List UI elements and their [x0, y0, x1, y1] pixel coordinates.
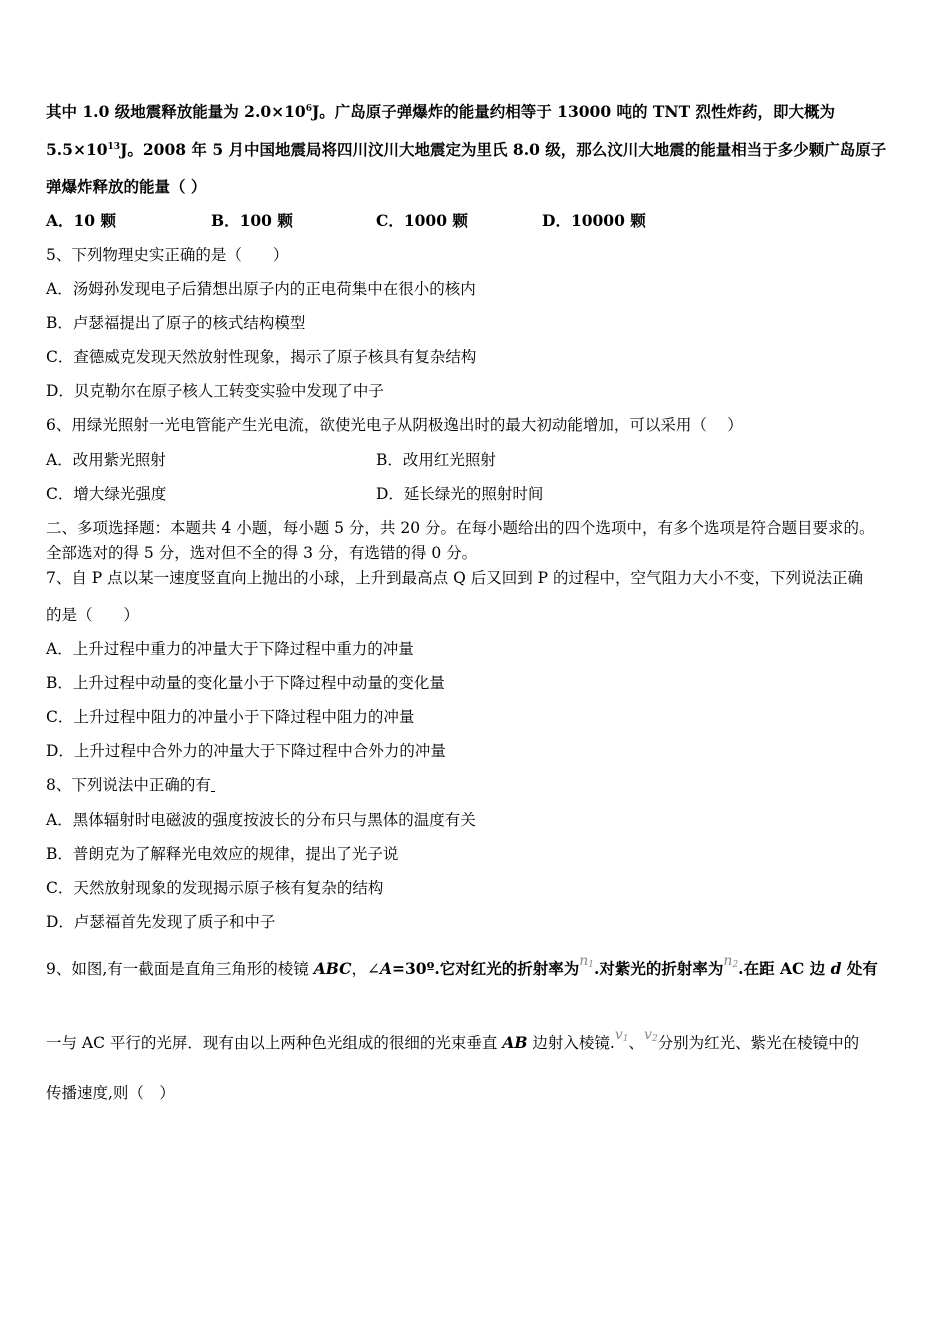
- q9-text: 一与 AC 平行的光屏．现有由以上两种色光组成的很细的光束垂直: [46, 1034, 503, 1052]
- v2-subscript: 2: [651, 1034, 658, 1044]
- q9-ab: AB: [502, 1033, 528, 1052]
- q8-stem-text: 8、下列说法中正确的有: [46, 776, 211, 794]
- q9-line-1: [46, 953, 908, 985]
- q4-line-2-post: J。2008 年 5 月中国地震局将四川汶川大地震定为里氏 8.0 级，那么汶川大地震的能量相当于多少颗广岛原子: [120, 140, 887, 159]
- q9-text: =30º.它对红光的折射率为: [392, 959, 580, 978]
- q8-option-d: D．卢瑟福首先发现了质子和中子: [46, 913, 276, 931]
- v2-letter: v: [644, 1027, 652, 1043]
- v2-symbol: [644, 1027, 658, 1043]
- q6-option-b: B．改用红光照射: [376, 451, 496, 469]
- q5-option-d: D．贝克勒尔在原子核人工转变实验中发现了中子: [46, 382, 384, 400]
- v1-subscript: 1: [622, 1034, 629, 1044]
- q7-stem-line-2: 的是（ ）: [46, 606, 140, 624]
- q4-line-2-pre: 5.5×10: [46, 140, 108, 159]
- q8-stem-underline: [211, 774, 215, 792]
- q9-text: .在距 AC 边: [738, 959, 831, 978]
- q8-option-a: A．黑体辐射时电磁波的强度按波长的分布只与黑体的温度有关: [46, 811, 476, 829]
- q9-line-2: [46, 1027, 908, 1059]
- q9-angle-a: A: [379, 959, 393, 978]
- q9-separator: 、: [628, 1034, 645, 1052]
- q6-option-c: C．增大绿光强度: [46, 485, 167, 503]
- q5-option-c: C．查德威克发现天然放射性现象，揭示了原子核具有复杂结构: [46, 348, 477, 366]
- n1-symbol: [579, 953, 594, 969]
- n2-letter: n: [723, 953, 733, 969]
- q8-option-b: B．普朗克为了解释光电效应的规律，提出了光子说: [46, 845, 399, 863]
- section2-line-2: 全部选对的得 5 分，选对但不全的得 3 分，有选错的得 0 分。: [46, 544, 478, 562]
- q4-option-b: B．100 颗: [211, 211, 293, 230]
- q9-text: ，∠: [351, 960, 380, 978]
- q4-line-3: 弹爆炸释放的能量（ ）: [46, 177, 207, 196]
- n1-letter: n: [579, 953, 589, 969]
- q4-line-1-post: J。广岛原子弹爆炸的能量约相等于 13000 吨的 TNT 烈性炸药，即大概为: [311, 102, 836, 121]
- q9-abc: ABC: [313, 959, 352, 978]
- q4-line-1-exponent: 6: [305, 104, 312, 114]
- q9-text: 9、如图,有一截面是直角三角形的棱镜: [46, 960, 314, 978]
- q4-line-1-pre: 其中 1.0 级地震释放能量为 2.0×10: [46, 102, 306, 121]
- q7-option-a: A．上升过程中重力的冲量大于下降过程中重力的冲量: [46, 640, 414, 658]
- q7-option-d: D．上升过程中合外力的冲量大于下降过程中合外力的冲量: [46, 742, 446, 760]
- q4-option-c: C．1000 颗: [376, 211, 468, 230]
- q8-option-c: C．天然放射现象的发现揭示原子核有复杂的结构: [46, 879, 384, 897]
- q4-option-d: D．10000 颗: [542, 211, 646, 230]
- n2-subscript: 2: [732, 960, 739, 970]
- q4-line-2: [46, 139, 908, 161]
- q6-stem: 6、用绿光照射一光电管能产生光电流，欲使光电子从阴极逸出时的最大初动能增加，可以采用（ ）: [46, 416, 743, 434]
- n2-symbol: [723, 953, 738, 969]
- q5-option-a: A．汤姆孙发现电子后猜想出原子内的正电荷集中在很小的核内: [46, 280, 476, 298]
- q5-stem: 5、下列物理史实正确的是（ ）: [46, 246, 289, 264]
- q9-text: .对紫光的折射率为: [594, 959, 724, 978]
- v1-symbol: [615, 1027, 629, 1043]
- n1-subscript: 1: [588, 960, 594, 970]
- q8-stem: [46, 774, 908, 796]
- q7-option-c: C．上升过程中阻力的冲量小于下降过程中阻力的冲量: [46, 708, 415, 726]
- q7-option-b: B．上升过程中动量的变化量小于下降过程中动量的变化量: [46, 674, 445, 692]
- q4-option-a: A．10 颗: [46, 211, 116, 230]
- section2-line-1: 二、多项选择题：本题共 4 小题，每小题 5 分，共 20 分。在每小题给出的四个选项中，有多个选项是符合题目要求的。: [46, 519, 875, 537]
- q7-stem-line-1: 7、自 P 点以某一速度竖直向上抛出的小球，上升到最高点 Q 后又回到 P 的过程中，空气阻力大小不变，下列说法正确: [46, 569, 863, 587]
- q6-option-a: A．改用紫光照射: [46, 451, 166, 469]
- q5-option-b: B．卢瑟福提出了原子的核式结构模型: [46, 314, 306, 332]
- q9-d: d: [830, 959, 842, 978]
- q6-option-d: D．延长绿光的照射时间: [376, 485, 544, 503]
- v1-letter: v: [614, 1027, 623, 1043]
- q9-text: 边射入棱镜.: [527, 1034, 615, 1052]
- q9-text: 处有: [841, 959, 878, 978]
- q4-line-2-exponent: 13: [107, 142, 121, 152]
- q4-line-1: [46, 101, 908, 123]
- q9-text: 分别为红光、紫光在棱镜中的: [657, 1034, 860, 1052]
- q9-line-3: 传播速度,则（ ）: [46, 1084, 175, 1102]
